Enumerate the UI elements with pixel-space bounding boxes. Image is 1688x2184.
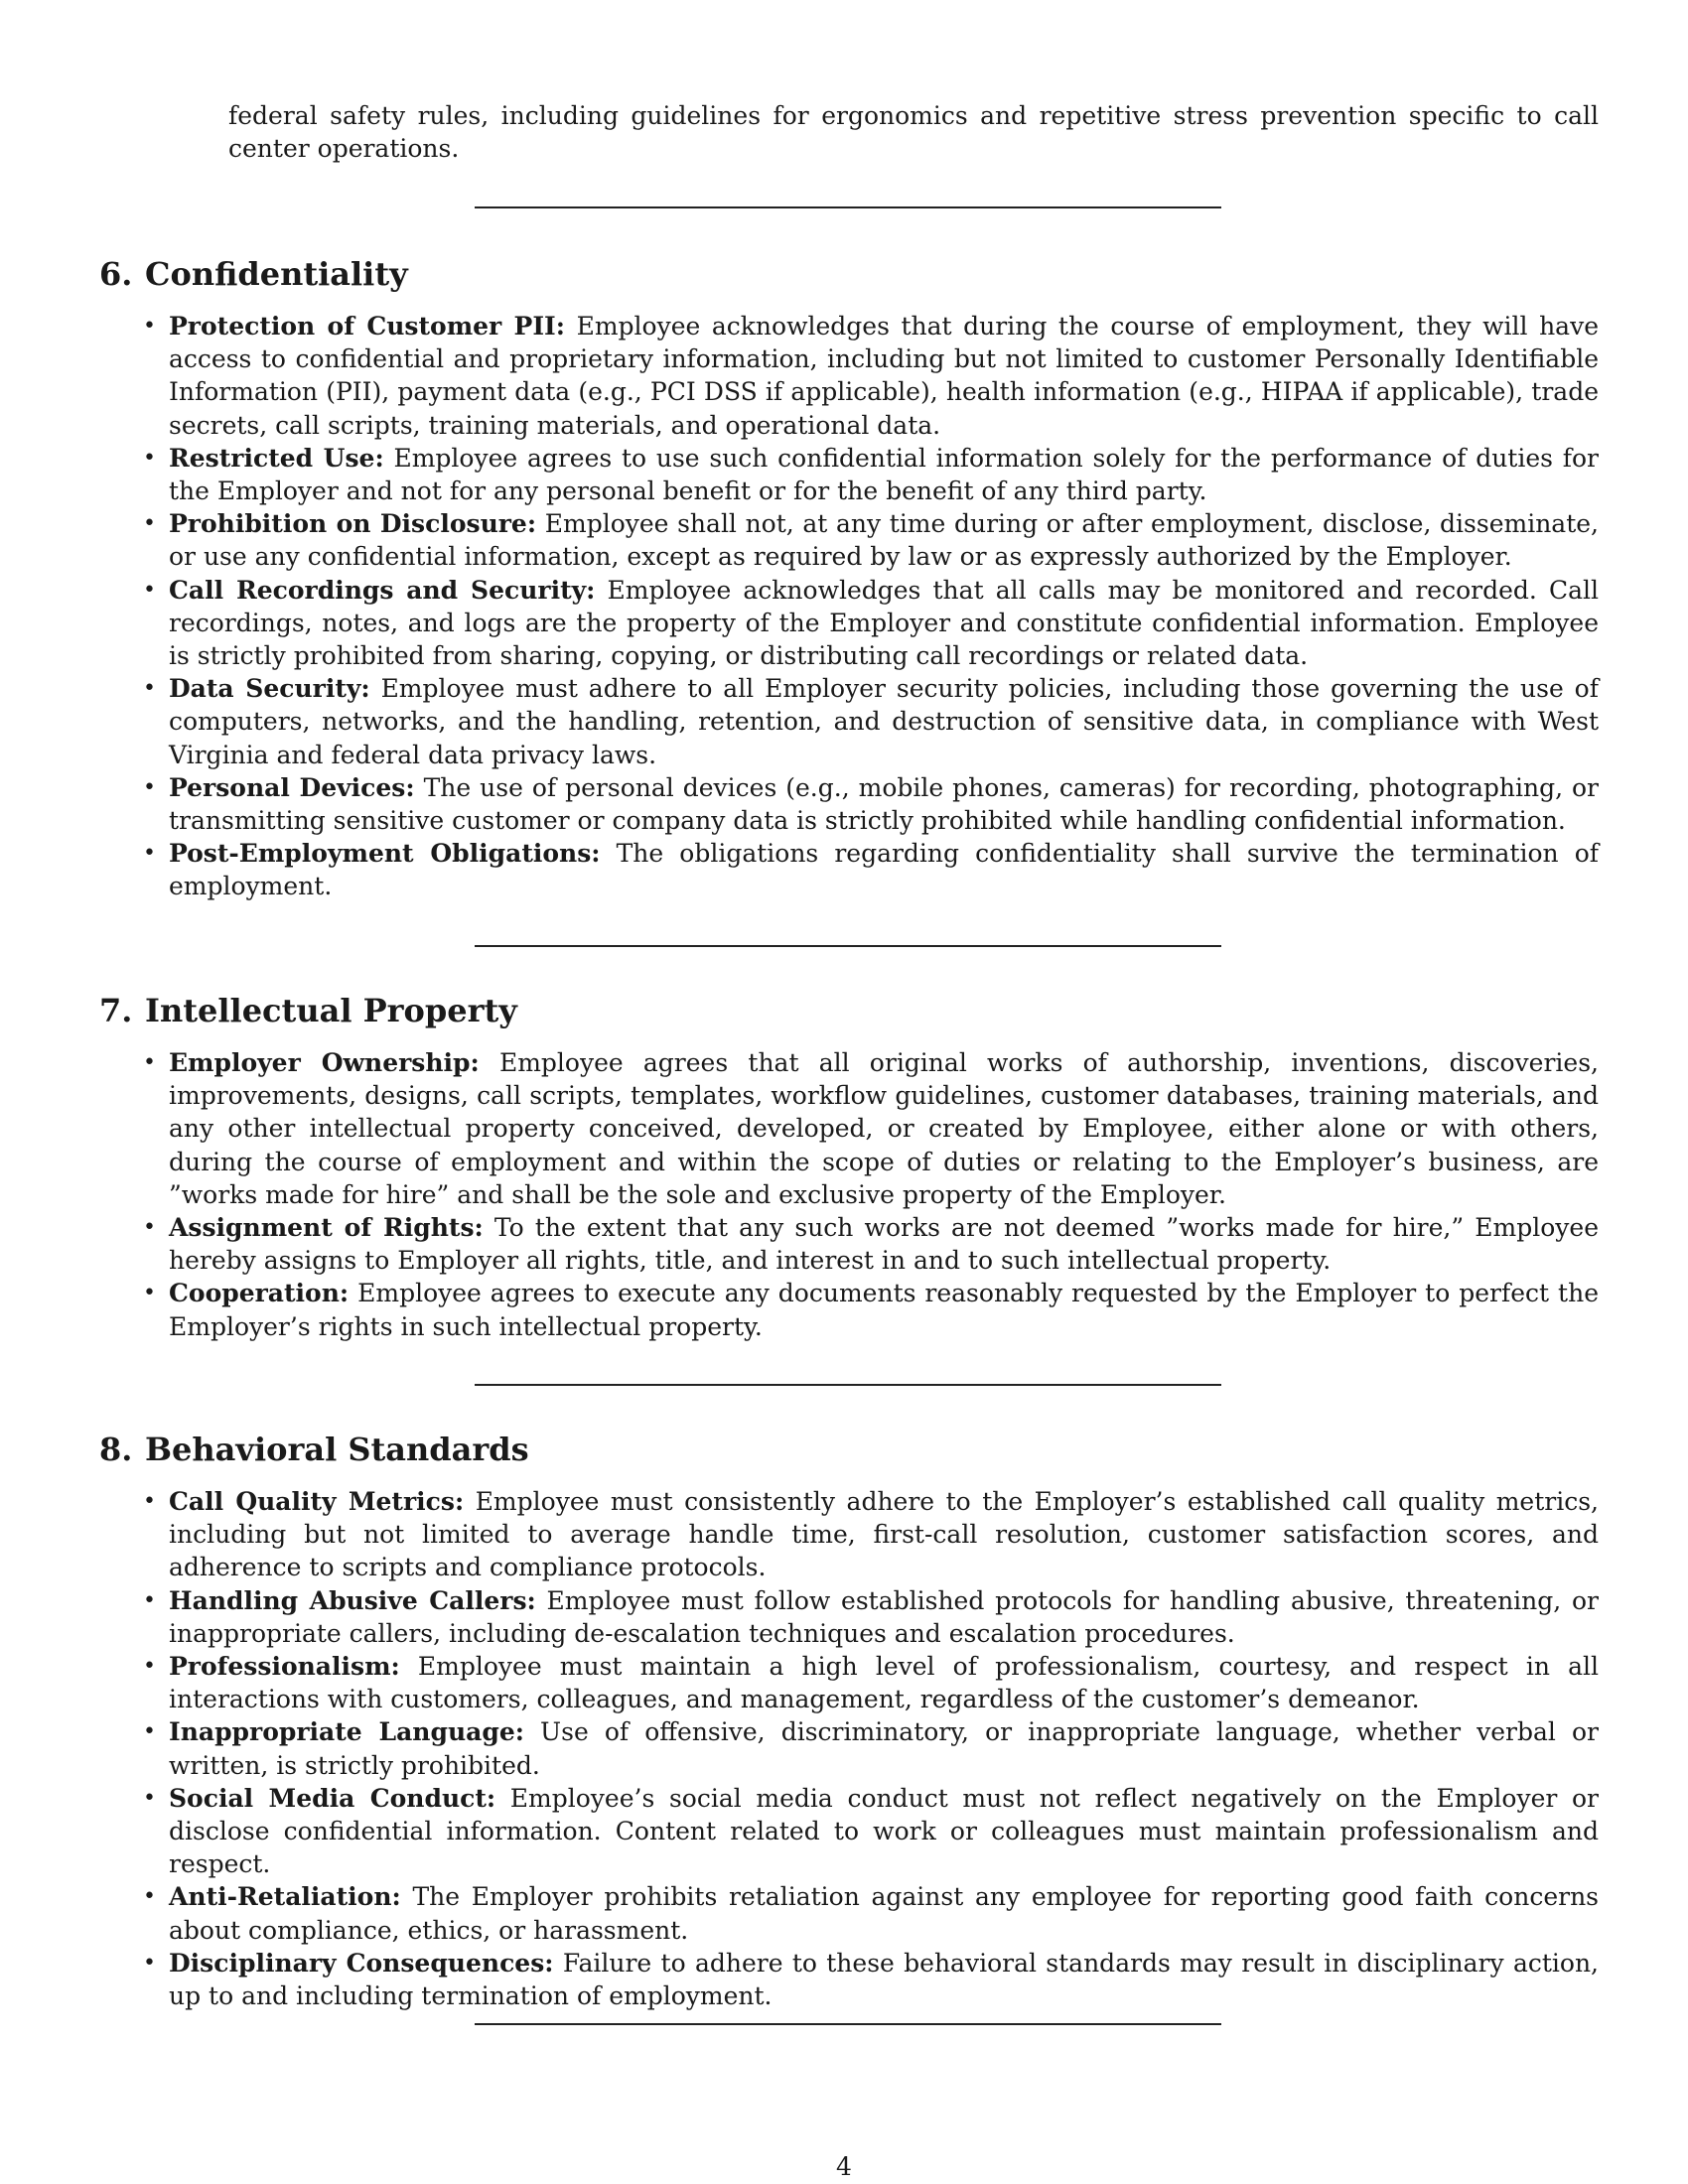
item-label: Professionalism: (169, 1652, 400, 1682)
list-item (169, 1947, 1599, 2012)
item-label: Personal Devices: (169, 772, 415, 802)
item-label: Social Media Conduct: (169, 1783, 496, 1813)
list-item (169, 837, 1599, 902)
confidentiality-list (169, 310, 1599, 903)
item-label: Post-Employment Obligations: (169, 839, 601, 869)
section-number: 8. (99, 1431, 133, 1468)
section-number: 6. (99, 255, 133, 293)
item-label: Data Security: (169, 674, 370, 704)
section-title: Behavioral Standards (145, 1431, 529, 1468)
item-text: Employee must consistently adhere to the Employer’s established call quality metrics, including but not limited to average handle time, first-call resolution, customer satisfaction scores, and adherence to scripts and compliance protocols. (169, 1487, 1599, 1582)
item-label: Cooperation: (169, 1279, 350, 1308)
item-text: Failure to adhere to these behavioral standards may result in disciplinary action, up to and including termination of employment. (169, 1948, 1599, 2011)
item-text: The obligations regarding confidentiality shall survive the termination of employment. (169, 839, 1600, 901)
item-text: Employee’s social media conduct must not reflect negatively on the Employer or disclose confidential information. Content related to work or colleagues must maintain professionalism and respect. (169, 1783, 1599, 1879)
item-label: Call Recordings and Security: (169, 575, 596, 605)
list-item (169, 771, 1599, 837)
list-item (169, 1584, 1599, 1650)
section-divider (475, 206, 1221, 208)
section-divider (475, 945, 1221, 947)
section-number: 7. (99, 992, 133, 1029)
item-text: To the extent that any such works are not deemed ”works made for hire,” Employee hereby assigns to Employer all rights, title, and interest in and to such intellectual property. (169, 1213, 1599, 1276)
item-text: Employee shall not, at any time during or after employment, disclose, disseminate, or use any confidential information, except as required by law or as expressly authorized by the Employer. (169, 509, 1599, 572)
section-heading-intellectual-property (99, 991, 517, 1030)
list-item (169, 1782, 1599, 1881)
section-divider (475, 2023, 1221, 2025)
item-label: Inappropriate Language: (169, 1717, 524, 1747)
item-text: Employee agrees to use such confidential information solely for the performance of duties for the Employer and not for any personal benefit or for the benefit of any third party. (169, 443, 1599, 506)
item-text: Employee agrees that all original works of authorship, inventions, discoveries, improvements, designs, call scripts, templates, workflow guidelines, customer databases, training materials, and any other intellectual property conceived, developed, or created by Employee, either alone or with others, during the course of employment and within the scope of duties or relating to the Employer’s business, are ”works made for hire” and shall be the sole and exclusive property of the Employer. (169, 1048, 1599, 1209)
item-text: Employee agrees to execute any documents reasonably requested by the Employer to perfect the Employer’s rights in such intellectual property. (169, 1279, 1599, 1341)
item-text: The use of personal devices (e.g., mobile phones, cameras) for recording, photographing, or transmitting sensitive customer or company data is strictly prohibited while handling confidential information. (169, 772, 1599, 836)
item-label: Employer Ownership: (169, 1048, 480, 1077)
item-text: Employee must maintain a high level of professionalism, courtesy, and respect in all interactions with customers, colleagues, and management, regardless of the customer’s demeanor. (169, 1652, 1599, 1714)
section-title: Confidentiality (145, 255, 408, 293)
item-label: Handling Abusive Callers: (169, 1585, 536, 1615)
intro-paragraph: federal safety rules, including guidelines for ergonomics and repetitive stress prevention specific to call center operations. (228, 101, 1599, 163)
item-label: Protection of Customer PII: (169, 312, 565, 341)
item-text: Employee acknowledges that all calls may be monitored and recorded. Call recordings, notes, and logs are the property of the Employer and constitute confidential information. Employee is strictly prohibited from sharing, copying, or distributing call recordings or related data. (169, 575, 1599, 671)
item-label: Call Quality Metrics: (169, 1487, 465, 1516)
section-heading-confidentiality (99, 254, 408, 294)
section-title: Intellectual Property (145, 992, 517, 1029)
section-divider (475, 1384, 1221, 1386)
list-item (169, 1485, 1599, 1584)
item-label: Assignment of Rights: (169, 1213, 484, 1243)
list-item (169, 507, 1599, 573)
item-label: Prohibition on Disclosure: (169, 509, 537, 539)
item-label: Disciplinary Consequences: (169, 1948, 554, 1978)
section-heading-behavioral-standards (99, 1430, 529, 1469)
list-item (169, 310, 1599, 442)
page-number: 4 (836, 2152, 852, 2181)
item-text: The Employer prohibits retaliation against any employee for reporting good faith concerns about compliance, ethics, or harassment. (169, 1882, 1600, 1945)
list-item (169, 442, 1599, 507)
list-item (169, 1880, 1599, 1946)
intellectual-property-list (169, 1046, 1599, 1343)
list-item (169, 1277, 1599, 1342)
item-text: Employee acknowledges that during the course of employment, they will have access to confidential and proprietary information, including but not limited to customer Personally Identifiable Information (PII), payment data (e.g., PCI DSS if applicable), health information (e.g., HIPAA if applicable), trade secrets, call scripts, training materials, and operational data. (169, 312, 1600, 440)
behavioral-standards-list (169, 1485, 1599, 2012)
item-text: Employee must adhere to all Employer security policies, including those governing the use of computers, networks, and the handling, retention, and destruction of sensitive data, in compliance with West Virginia and federal data privacy laws. (169, 674, 1599, 769)
list-item (169, 1715, 1599, 1781)
item-label: Anti-Retaliation: (169, 1882, 401, 1912)
item-label: Restricted Use: (169, 443, 384, 473)
item-text: Use of offensive, discriminatory, or inappropriate language, whether verbal or written, is strictly prohibited. (169, 1717, 1599, 1780)
list-item (169, 1211, 1599, 1277)
item-text: Employee must follow established protocols for handling abusive, threatening, or inappropriate callers, including de-escalation techniques and escalation procedures. (169, 1585, 1600, 1648)
list-item (169, 1046, 1599, 1211)
list-item (169, 1650, 1599, 1715)
list-item (169, 574, 1599, 673)
list-item (169, 672, 1599, 771)
